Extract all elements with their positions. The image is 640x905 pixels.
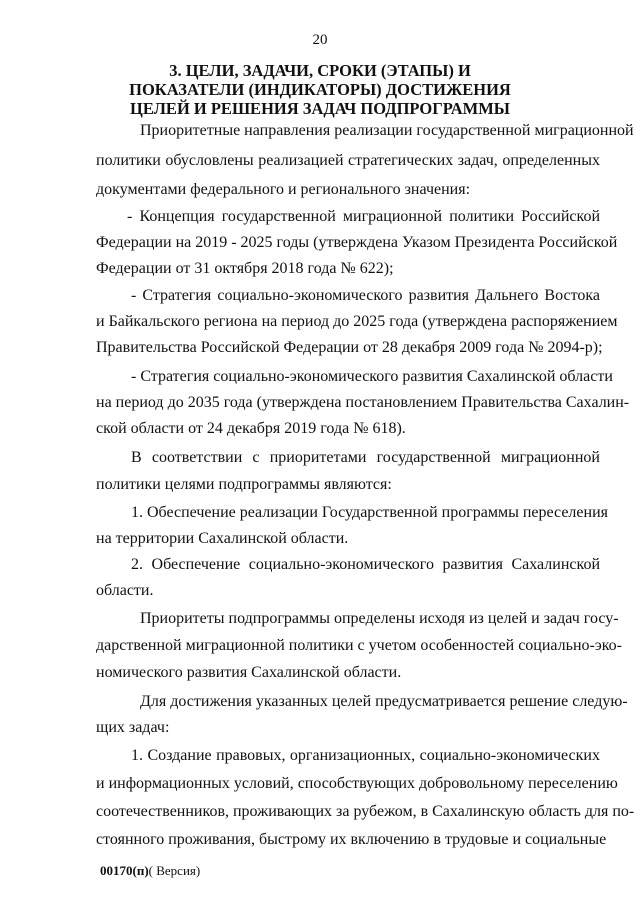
body-line: дарственной миграционной политики с учетом особенностей социально-эко- [96, 637, 622, 654]
body-line: номического развития Сахалинской области. [96, 664, 402, 681]
body-line: В соответствии с приоритетами государственной миграционной [131, 449, 600, 466]
body-line: на территории Сахалинской области. [96, 530, 349, 547]
body-line: стоянного проживания, быстрому их включению в трудовые и социальные [96, 831, 607, 848]
body-line: Федерации от 31 октября 2018 года № 622); [96, 260, 394, 277]
body-line: Приоритеты подпрограммы определены исходя из целей и задач госу- [140, 610, 619, 627]
body-line: соотечественников, проживающих за рубежом, в Сахалинскую область для по- [96, 803, 635, 820]
body-line: Для достижения указанных целей предусматривается решение следую- [140, 693, 628, 710]
section-heading [0, 61, 640, 118]
body-line: документами федерального и регионального значения: [96, 181, 471, 198]
document-code: 00170(п) [100, 863, 149, 878]
page-number: 20 [312, 32, 328, 48]
body-line: 2. Обеспечение социально-экономического развития Сахалинской [131, 556, 600, 573]
body-line: политики обусловлены реализацией стратегических задач, определенных [96, 152, 600, 169]
body-line: Федерации на 2019 - 2025 годы (утверждена Указом Президента Российской [96, 234, 618, 251]
body-line: политики целями подпрограммы являются: [96, 476, 392, 493]
body-line: - Стратегия социально-экономического развития Дальнего Востока [131, 287, 600, 304]
heading-line: 3. ЦЕЛИ, ЗАДАЧИ, СРОКИ (ЭТАПЫ) И [169, 61, 471, 80]
body-line: ской области от 24 декабря 2019 года № 618). [96, 420, 406, 437]
body-line: области. [96, 582, 154, 599]
body-line: Приоритетные направления реализации государственной миграционной [140, 122, 634, 139]
body-line: 1. Создание правовых, организационных, социально-экономических [131, 747, 600, 764]
body-line: и Байкальского региона на период до 2025 года (утверждена распоряжением [96, 313, 618, 330]
body-line: - Стратегия социально-экономического развития Сахалинской области [131, 368, 613, 385]
heading-line: ПОКАЗАТЕЛИ (ИНДИКАТОРЫ) ДОСТИЖЕНИЯ [129, 80, 511, 99]
heading-line: ЦЕЛЕЙ И РЕШЕНИЯ ЗАДАЧ ПОДПРОГРАММЫ [130, 99, 510, 118]
body-line: и информационных условий, способствующих добровольному переселению [96, 775, 618, 792]
body-line: Правительства Российской Федерации от 28 декабря 2009 года № 2094-р); [96, 339, 603, 356]
body-line: щих задач: [96, 719, 170, 736]
document-version: ( Версия) [148, 863, 201, 878]
body-line: - Концепция государственной миграционной политики Российской [127, 208, 600, 225]
body-line: на период до 2035 года (утверждена постановлением Правительства Сахалин- [96, 394, 630, 411]
document-footer [100, 863, 200, 879]
body-line: 1. Обеспечение реализации Государственной программы переселения [131, 504, 608, 521]
